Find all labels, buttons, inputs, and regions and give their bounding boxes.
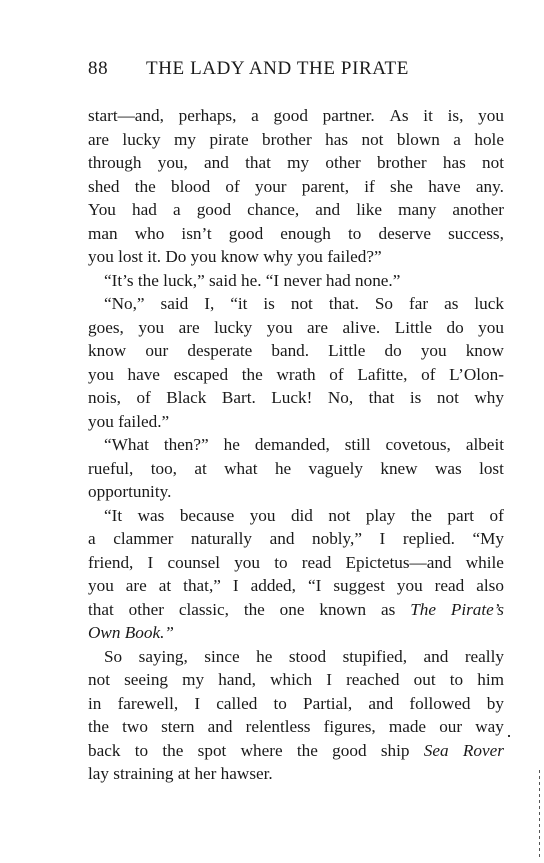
word: I: [232, 576, 239, 595]
word: shed: [88, 176, 120, 196]
body-text: [88, 104, 504, 786]
word: had: [132, 200, 157, 219]
word: back: [88, 740, 121, 760]
word: man: [88, 223, 118, 243]
word: good: [273, 106, 308, 125]
word: and: [207, 717, 233, 736]
word: which: [270, 670, 313, 689]
word: The: [410, 599, 436, 619]
word: our: [145, 341, 169, 360]
word: You: [88, 200, 116, 219]
word: and: [269, 529, 295, 548]
word: replied.: [402, 529, 455, 548]
word: not: [328, 505, 351, 525]
scan-speck: [508, 735, 510, 737]
word: the: [88, 717, 109, 736]
word: still: [344, 435, 371, 454]
word: you: [138, 317, 165, 337]
word: you: [88, 364, 114, 384]
word: ship: [380, 740, 410, 760]
word: vaguely: [308, 458, 363, 478]
word: also: [476, 576, 504, 595]
word: the: [162, 740, 184, 760]
word: nois,: [88, 388, 121, 407]
word: another: [452, 200, 504, 219]
word: because: [179, 505, 235, 525]
word: any.: [475, 176, 504, 196]
word: too,: [150, 458, 177, 478]
word: many: [398, 200, 437, 219]
text-line: [88, 692, 504, 716]
text-line-content: you failed.”: [88, 411, 170, 431]
text-line: [88, 739, 504, 763]
word: as: [381, 599, 396, 619]
word: luck: [474, 294, 504, 313]
text-line: [88, 645, 504, 669]
word: the: [243, 599, 265, 619]
word: the: [134, 176, 156, 196]
word: I: [379, 529, 386, 548]
word: Sea: [423, 740, 449, 760]
word: while: [465, 552, 504, 572]
text-line: [88, 316, 504, 340]
word: “No,”: [104, 294, 145, 313]
text-line: [88, 480, 504, 504]
text-line: [88, 151, 504, 175]
word: Partial,: [303, 693, 353, 713]
text-line: [88, 668, 504, 692]
word: you: [478, 317, 504, 337]
word: figures,: [323, 717, 376, 736]
book-title-italic: Own Book.”: [88, 623, 174, 642]
word: and: [315, 200, 341, 219]
word: isn’t: [181, 223, 212, 243]
word: perhaps,: [178, 106, 237, 125]
word: your: [255, 176, 287, 196]
word: “What: [104, 435, 149, 454]
word: “it: [230, 294, 248, 313]
word: Luck!: [271, 388, 313, 407]
word: good: [196, 200, 232, 219]
word: parent,: [301, 176, 350, 196]
word: naturally: [190, 529, 253, 548]
word: band.: [271, 341, 310, 360]
word: that: [368, 388, 395, 407]
word: is,: [447, 106, 464, 125]
word: are: [125, 576, 147, 595]
word: he: [256, 646, 273, 666]
word: Bart.: [221, 388, 256, 407]
word: clammer: [113, 529, 174, 548]
word: to: [134, 740, 149, 760]
word: pirate: [209, 129, 249, 149]
word: I: [194, 693, 201, 713]
word: seeing: [124, 670, 169, 689]
word: the: [296, 740, 318, 760]
word: a: [251, 106, 259, 125]
word: called: [216, 693, 258, 713]
word: as: [444, 294, 459, 313]
word: counsel: [167, 552, 220, 572]
word: is: [263, 294, 275, 313]
word: “My: [472, 529, 504, 548]
word: I: [326, 670, 332, 689]
text-line: [88, 292, 504, 316]
word: and: [368, 693, 394, 713]
word: alive.: [342, 317, 381, 337]
text-line: [88, 457, 504, 481]
word: has: [325, 129, 349, 149]
text-line-content: opportunity.: [88, 482, 172, 501]
word: not: [482, 153, 504, 172]
word: know: [465, 341, 504, 360]
word: at: [194, 458, 207, 478]
word: not: [88, 670, 110, 689]
word: at: [158, 576, 172, 595]
word: classic,: [178, 599, 229, 619]
word: to: [273, 693, 287, 713]
word: did: [290, 505, 313, 525]
word: saying,: [138, 646, 188, 666]
word: spot: [197, 740, 227, 760]
word: partner.: [322, 106, 375, 125]
text-line: [88, 433, 504, 457]
word: start—and,: [88, 106, 164, 125]
word: other: [325, 153, 361, 172]
word: blown: [396, 129, 440, 149]
word: a: [172, 200, 181, 219]
word: you,: [157, 153, 188, 172]
word: are: [307, 317, 329, 337]
word: then?”: [163, 435, 209, 454]
word: good: [332, 740, 367, 760]
word: hand,: [218, 670, 256, 689]
word: do: [446, 317, 464, 337]
word: read: [301, 552, 332, 572]
word: if: [364, 176, 375, 196]
word: you: [478, 106, 504, 125]
word: stern: [161, 717, 195, 736]
page-number: 88: [88, 58, 109, 79]
word: was: [434, 458, 462, 478]
word: escaped: [173, 364, 229, 384]
word: lost: [479, 458, 504, 478]
word: “I: [307, 576, 322, 595]
word: you: [420, 341, 447, 360]
word: I: [147, 552, 154, 572]
text-line: [88, 598, 504, 622]
word: it: [423, 106, 433, 125]
word: two: [122, 717, 148, 736]
text-line: [88, 269, 504, 293]
word: by: [486, 693, 504, 713]
running-title: THE LADY AND THE PIRATE: [146, 58, 409, 79]
word: like: [356, 200, 382, 219]
text-line: [88, 104, 504, 128]
word: my: [182, 670, 205, 689]
word: Epictetus—and: [345, 552, 452, 572]
word: of: [329, 364, 344, 384]
word: him: [477, 670, 504, 689]
word: stood: [288, 646, 327, 666]
word: nobly,”: [312, 529, 362, 548]
word: not: [436, 388, 459, 407]
word: out: [413, 670, 436, 689]
word: read: [434, 576, 465, 595]
word: part: [447, 505, 475, 525]
scan-edge-mark: [539, 770, 540, 860]
word: far: [409, 294, 429, 313]
word: she: [390, 176, 413, 196]
text-line: [88, 621, 504, 645]
word: why: [474, 388, 504, 407]
word: a: [88, 529, 96, 548]
word: you: [234, 552, 260, 572]
word: through: [88, 153, 142, 172]
word: in: [88, 693, 102, 713]
word: brother: [262, 129, 312, 149]
text-line: [88, 504, 504, 528]
word: that: [88, 599, 114, 619]
word: what: [224, 458, 258, 478]
word: to: [347, 223, 362, 243]
running-header: [88, 58, 458, 84]
text-line: [88, 198, 504, 222]
text-line: [88, 222, 504, 246]
word: and: [423, 646, 449, 666]
word: he: [274, 458, 292, 478]
word: you: [88, 576, 114, 595]
text-line: [88, 410, 504, 434]
word: one: [279, 599, 305, 619]
word: demanded,: [254, 435, 330, 454]
word: of: [136, 388, 151, 407]
word: have: [428, 176, 461, 196]
text-line-content: lay straining at her hawser.: [88, 764, 273, 783]
word: Pirate’s: [450, 599, 504, 619]
word: the: [410, 505, 432, 525]
word: As: [389, 106, 409, 125]
word: a: [453, 129, 461, 149]
word: you: [266, 317, 293, 337]
text-line: [88, 386, 504, 410]
word: not: [290, 294, 313, 313]
word: lucky: [214, 317, 253, 337]
word: are: [178, 317, 200, 337]
word: wrath: [276, 364, 316, 384]
word: rueful,: [88, 458, 134, 478]
text-line: [88, 363, 504, 387]
word: Little: [394, 317, 432, 337]
word: followed: [409, 693, 471, 713]
word: No,: [327, 388, 354, 407]
word: chance,: [247, 200, 300, 219]
word: made: [388, 717, 427, 736]
word: have: [127, 364, 160, 384]
word: Lafitte,: [357, 364, 408, 384]
word: deserve: [378, 223, 431, 243]
word: my: [174, 129, 197, 149]
word: really: [464, 646, 504, 666]
word: are: [88, 129, 109, 149]
word: knew: [380, 458, 418, 478]
word: other: [128, 599, 164, 619]
text-line: [88, 715, 504, 739]
word: way: [475, 717, 504, 736]
word: the: [241, 364, 263, 384]
word: where: [240, 740, 283, 760]
word: said: [160, 294, 189, 313]
text-line: [88, 762, 504, 786]
word: “It: [104, 505, 123, 525]
word: stupified,: [342, 646, 408, 666]
word: I,: [204, 294, 215, 313]
text-line: [88, 245, 504, 269]
word: desperate: [187, 341, 253, 360]
word: our: [439, 717, 463, 736]
word: know: [88, 341, 127, 360]
word: relentless: [245, 717, 311, 736]
word: So: [104, 646, 123, 666]
text-line: [88, 527, 504, 551]
word: hole: [474, 129, 504, 149]
word: play: [365, 505, 396, 525]
text-line: [88, 574, 504, 598]
word: to: [449, 670, 464, 689]
word: covetous,: [385, 435, 451, 454]
word: Rover: [462, 740, 504, 760]
word: that.: [328, 294, 359, 313]
word: good: [228, 223, 264, 243]
word: lucky: [122, 129, 161, 149]
word: success,: [448, 223, 504, 243]
word: So: [374, 294, 394, 313]
word: of: [421, 364, 436, 384]
text-line: [88, 175, 504, 199]
word: who: [134, 223, 165, 243]
word: you: [249, 505, 276, 525]
word: he: [223, 435, 240, 454]
word: was: [137, 505, 165, 525]
word: goes,: [88, 317, 124, 337]
word: albeit: [465, 435, 504, 454]
word: of: [489, 505, 504, 525]
word: reached: [346, 670, 400, 689]
word: added,: [250, 576, 296, 595]
word: blood: [171, 176, 211, 196]
word: and: [204, 153, 229, 172]
word: of: [225, 176, 240, 196]
word: Little: [328, 341, 366, 360]
text-line-content: “It’s the luck,” said he. “I never had none.”: [104, 270, 401, 290]
word: brother: [376, 153, 427, 172]
word: to: [274, 552, 288, 572]
word: L’Olon-: [449, 364, 504, 384]
word: suggest: [333, 576, 385, 595]
word: farewell,: [117, 693, 179, 713]
text-line: [88, 551, 504, 575]
word: since: [204, 646, 240, 666]
word: Black: [166, 388, 207, 407]
word: you: [396, 576, 423, 595]
word: not: [361, 129, 384, 149]
word: enough: [280, 223, 331, 243]
word: is: [409, 388, 422, 407]
word: do: [384, 341, 402, 360]
word: that,”: [183, 576, 221, 595]
word: friend,: [88, 552, 134, 572]
word: my: [287, 153, 310, 172]
text-line: [88, 128, 504, 152]
word: known: [319, 599, 367, 619]
text-line-content: you lost it. Do you know why you failed?”: [88, 247, 382, 266]
text-line: [88, 339, 504, 363]
word: has: [442, 153, 466, 172]
word: that: [245, 153, 271, 172]
